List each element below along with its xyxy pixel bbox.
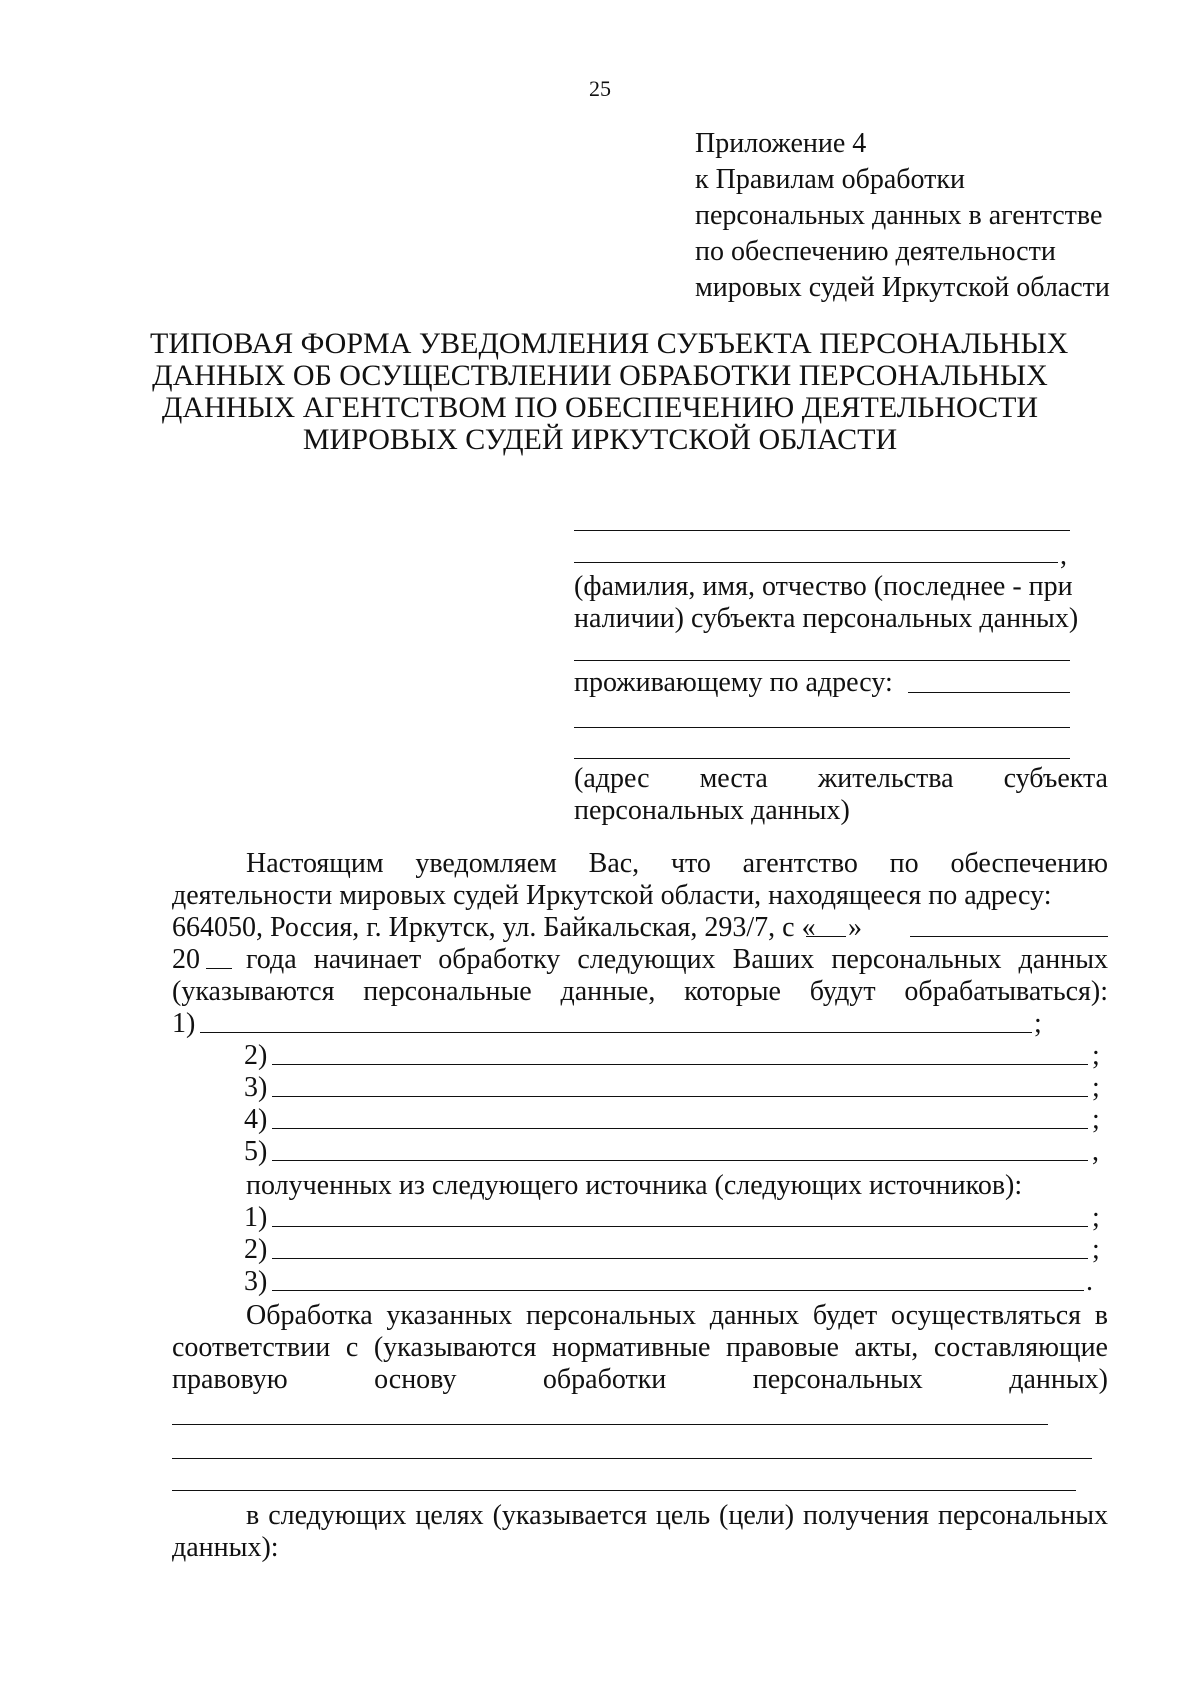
- list-item-end: ;: [1092, 1072, 1100, 1103]
- data-item-line[interactable]: [272, 1096, 1088, 1097]
- legal-basis-line[interactable]: [172, 1424, 1048, 1425]
- list-item-end: ,: [1092, 1136, 1099, 1167]
- list-item-number: 4): [244, 1104, 268, 1135]
- appendix-line: мировых судей Иркутской области: [695, 272, 1110, 303]
- list-item-number: 2): [244, 1234, 268, 1265]
- source-item-line[interactable]: [272, 1258, 1088, 1259]
- title-line: ДАННЫХ ОБ ОСУЩЕСТВЛЕНИИ ОБРАБОТКИ ПЕРСОНАЛЬНЫХ: [152, 359, 1048, 392]
- address-line-2[interactable]: [574, 727, 1070, 728]
- data-item-line[interactable]: [272, 1064, 1088, 1065]
- title-line: ДАННЫХ АГЕНТСТВОМ ПО ОБЕСПЕЧЕНИЮ ДЕЯТЕЛЬНОСТИ: [161, 391, 1039, 424]
- address-hint: (адрес места жительства субъекта: [574, 763, 1108, 794]
- list-item-end: ;: [1092, 1234, 1100, 1265]
- list-item-number: 5): [244, 1136, 268, 1167]
- body-text: 20: [172, 944, 200, 975]
- year-blank[interactable]: [206, 968, 232, 969]
- list-item-number: 1): [244, 1202, 268, 1233]
- body-line: (указываются персональные данные, которые будут обрабатываться):: [172, 976, 1108, 1007]
- list-item-number: 1): [172, 1008, 196, 1039]
- fio-line-2[interactable]: [574, 562, 1058, 563]
- body-line: данных):: [172, 1532, 279, 1563]
- list-item-end: ;: [1092, 1202, 1100, 1233]
- address-line-3[interactable]: [574, 758, 1070, 759]
- legal-basis-line[interactable]: [172, 1458, 1092, 1459]
- list-item-end: ;: [1092, 1040, 1100, 1071]
- list-item-number: 3): [244, 1072, 268, 1103]
- list-item-end: .: [1086, 1266, 1093, 1297]
- source-item-line[interactable]: [272, 1226, 1088, 1227]
- page-number: 25: [589, 76, 611, 101]
- form-title: [150, 327, 1069, 456]
- fio-hint: наличии) субъекта персональных данных): [574, 603, 1079, 634]
- fio-line-3[interactable]: [574, 660, 1070, 661]
- body-line: 664050, Россия, г. Иркутск, ул. Байкальская, 293/7, с «: [172, 912, 816, 943]
- fio-comma: ,: [1060, 540, 1067, 571]
- appendix-line: по обеспечению деятельности: [695, 236, 1056, 267]
- day-blank[interactable]: [806, 936, 846, 937]
- list-item-end: ;: [1034, 1008, 1042, 1039]
- month-blank[interactable]: [910, 936, 1108, 937]
- appendix-line: к Правилам обработки: [695, 164, 965, 195]
- body-text: »: [848, 912, 862, 943]
- fio-hint: (фамилия, имя, отчество (последнее - при: [574, 571, 1073, 602]
- body-line: в следующих целях (указывается цель (цели) получения персональных: [246, 1500, 1108, 1531]
- body-line: правовую основу обработки персональных данных): [172, 1364, 1108, 1395]
- appendix-line: персональных данных в агентстве: [695, 200, 1103, 231]
- source-item-line[interactable]: [272, 1290, 1084, 1291]
- address-hint: персональных данных): [574, 795, 850, 826]
- address-line-1[interactable]: [908, 692, 1070, 693]
- list-item-number: 3): [244, 1266, 268, 1297]
- data-item-line[interactable]: [200, 1032, 1032, 1033]
- title-line: ТИПОВАЯ ФОРМА УВЕДОМЛЕНИЯ СУБЪЕКТА ПЕРСОНАЛЬНЫХ: [150, 327, 1069, 360]
- sources-intro: полученных из следующего источника (следующих источников):: [246, 1170, 1023, 1201]
- body-line: соответствии с (указываются нормативные правовые акты, составляющие: [172, 1332, 1108, 1363]
- title-line: МИРОВЫХ СУДЕЙ ИРКУТСКОЙ ОБЛАСТИ: [302, 423, 898, 456]
- address-label: проживающему по адресу:: [574, 667, 893, 698]
- appendix-line: Приложение 4: [695, 128, 867, 159]
- legal-basis-line[interactable]: [172, 1490, 1076, 1491]
- body-line: деятельности мировых судей Иркутской области, находящееся по адресу:: [172, 880, 1052, 911]
- data-item-line[interactable]: [272, 1160, 1088, 1161]
- list-item-end: ;: [1092, 1104, 1100, 1135]
- body-line: года начинает обработку следующих Ваших персональных данных: [246, 944, 1108, 975]
- data-item-line[interactable]: [272, 1128, 1088, 1129]
- list-item-number: 2): [244, 1040, 268, 1071]
- fio-line-1[interactable]: [574, 530, 1070, 531]
- body-line: Обработка указанных персональных данных будет осуществляться в: [246, 1300, 1108, 1331]
- body-line: Настоящим уведомляем Вас, что агентство по обеспечению: [246, 848, 1108, 879]
